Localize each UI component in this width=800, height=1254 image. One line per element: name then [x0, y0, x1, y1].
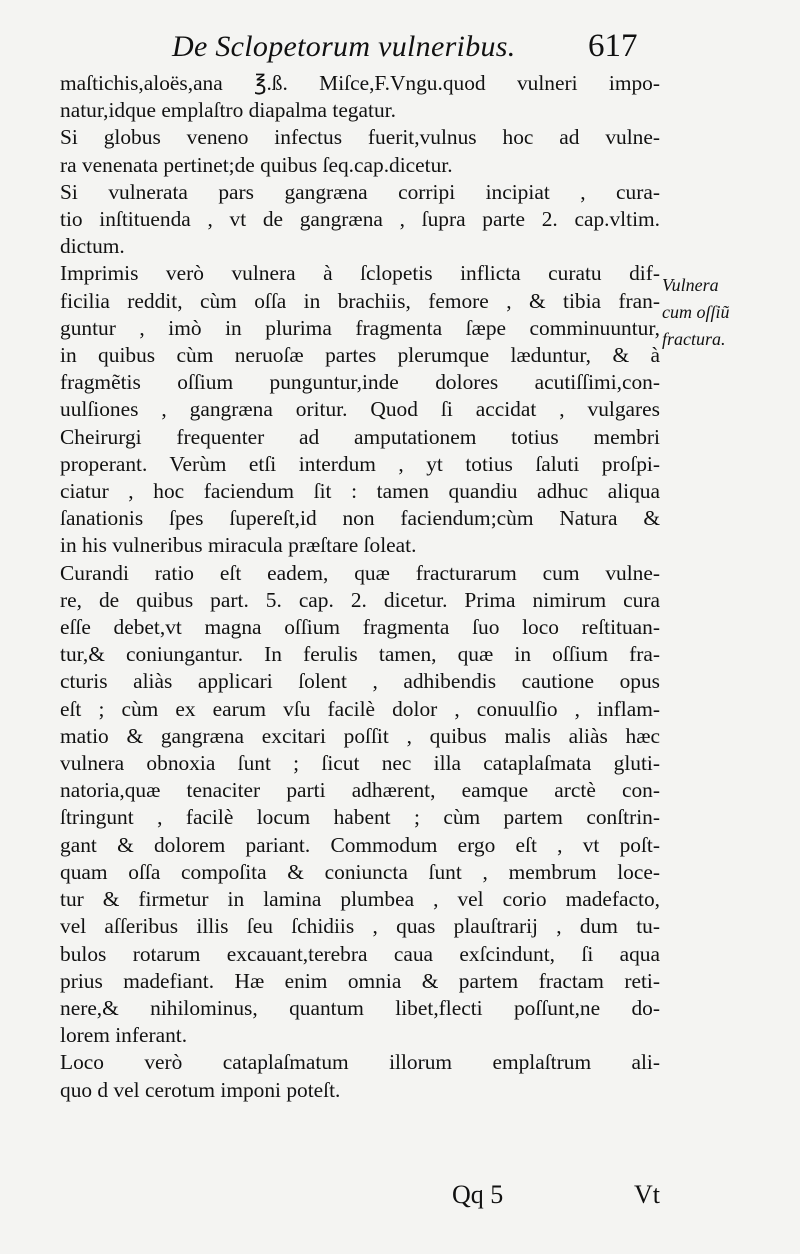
body-text: [60, 70, 660, 1104]
text-line: dictum.: [60, 234, 125, 259]
text-line: in quibus cùm neruoſæ partes plerumque læduntur, & à: [60, 343, 660, 368]
text-line: prius madefiant. Hæ enim omnia & partem fractam reti-: [60, 968, 660, 993]
text-line: quo d vel cerotum imponi poteſt.: [60, 1077, 341, 1102]
text-line: tio inſtituenda , vt de gangræna , ſupra parte 2. cap.vltim.: [60, 207, 660, 232]
text-line: Si vulnerata pars gangræna corripi incipiat , cura-: [60, 179, 660, 204]
text-line: gant & dolorem pariant. Commodum ergo eſt , vt poſt-: [60, 832, 660, 857]
marginal-note: [662, 272, 792, 353]
text-line: re, de quibus part. 5. cap. 2. dicetur. Prima nimirum cura: [60, 587, 660, 612]
text-line: fragmẽtis oſſium punguntur,inde dolores acutiſſimi,con-: [60, 370, 660, 395]
text-line: Loco verò cataplaſmatum illorum emplaſtrum ali-: [60, 1050, 660, 1075]
text-line: cturis aliàs applicari ſolent , adhibendis cautione opus: [60, 669, 660, 694]
text-line: natoria,quæ tenaciter parti adhærent, eamque arctè con-: [60, 778, 660, 803]
margin-note-line: cum oſſiũ: [662, 302, 730, 322]
text-line: Curandi ratio eſt eadem, quæ fracturarum cum vulne-: [60, 560, 660, 585]
paragraph-2: [60, 124, 660, 178]
text-line: tur & firmetur in lamina plumbea , vel corio madefacto,: [60, 887, 660, 912]
margin-note-line: Vulnera: [662, 275, 719, 295]
paragraph-1: [60, 70, 660, 124]
paragraph-6: [60, 1049, 660, 1103]
running-title: De Sclopetorum vulneribus.: [172, 30, 516, 63]
text-line: ficilia reddit, cùm oſſa in brachiis, femore , & tibia fran-: [60, 288, 660, 313]
text-line: Cheirurgi frequenter ad amputationem totius membri: [60, 424, 660, 449]
text-line: guntur , imò in plurima fragmenta ſæpe comminuuntur,: [60, 315, 660, 340]
page-footer: [0, 1180, 800, 1220]
paragraph-3: [60, 179, 660, 261]
text-line: quam oſſa compoſita & coniuncta ſunt , membrum loce-: [60, 859, 660, 884]
page-header: [0, 28, 800, 72]
text-line: eſt ; cùm ex earum vſu facilè dolor , conuulſio , inflam-: [60, 696, 660, 721]
text-line: ra venenata pertinet;de quibus ſeq.cap.dicetur.: [60, 152, 453, 177]
text-line: maſtichis,aloës,ana ℥.ß. Miſce,F.Vngu.quod vulneri impo-: [60, 71, 660, 95]
paragraph-5: [60, 560, 660, 1050]
text-line: natur,idque emplaſtro diapalma tegatur.: [60, 98, 396, 123]
text-line: ſanationis ſpes ſupereſt,id non faciendum;cùm Natura &: [60, 506, 660, 531]
text-line: bulos rotarum excauant,terebra caua exſcindunt, ſi aqua: [60, 941, 660, 966]
text-line: eſſe debet,vt magna oſſium fragmenta ſuo loco reſtituan-: [60, 615, 660, 640]
text-line: ciatur , hoc faciendum ſit : tamen quandiu adhuc aliqua: [60, 479, 660, 504]
signature-mark: Qq 5: [452, 1180, 504, 1209]
margin-note-line: fractura.: [662, 329, 726, 349]
text-line: properant. Verùm etſi interdum , yt totius ſaluti proſpi-: [60, 451, 660, 476]
text-line: in his vulneribus miracula præſtare ſoleat.: [60, 533, 417, 558]
text-line: nere,& nihilominus, quantum libet,flecti poſſunt,ne do-: [60, 995, 660, 1020]
text-line: uulſiones , gangræna oritur. Quod ſi accidat , vulgares: [60, 397, 660, 422]
catchword: Vt: [634, 1180, 660, 1209]
text-line: vel aſſeribus illis ſeu ſchidiis , quas plauſtrarij , dum tu-: [60, 914, 660, 939]
text-line: tur,& coniungantur. In ferulis tamen, quæ in oſſium fra-: [60, 642, 660, 667]
paragraph-4: [60, 260, 660, 559]
text-line: vulnera obnoxia ſunt ; ſicut nec illa cataplaſmata gluti-: [60, 751, 660, 776]
text-line: matio & gangræna excitari poſſit , quibus malis aliàs hæc: [60, 723, 660, 748]
page-number: 617: [588, 28, 638, 64]
text-line: Si globus veneno infectus fuerit,vulnus hoc ad vulne-: [60, 125, 660, 150]
text-line: ſtringunt , facilè locum habent ; cùm partem conſtrin-: [60, 805, 660, 830]
text-line: Imprimis verò vulnera à ſclopetis inflicta curatu dif-: [60, 261, 660, 286]
text-line: lorem inferant.: [60, 1023, 188, 1048]
